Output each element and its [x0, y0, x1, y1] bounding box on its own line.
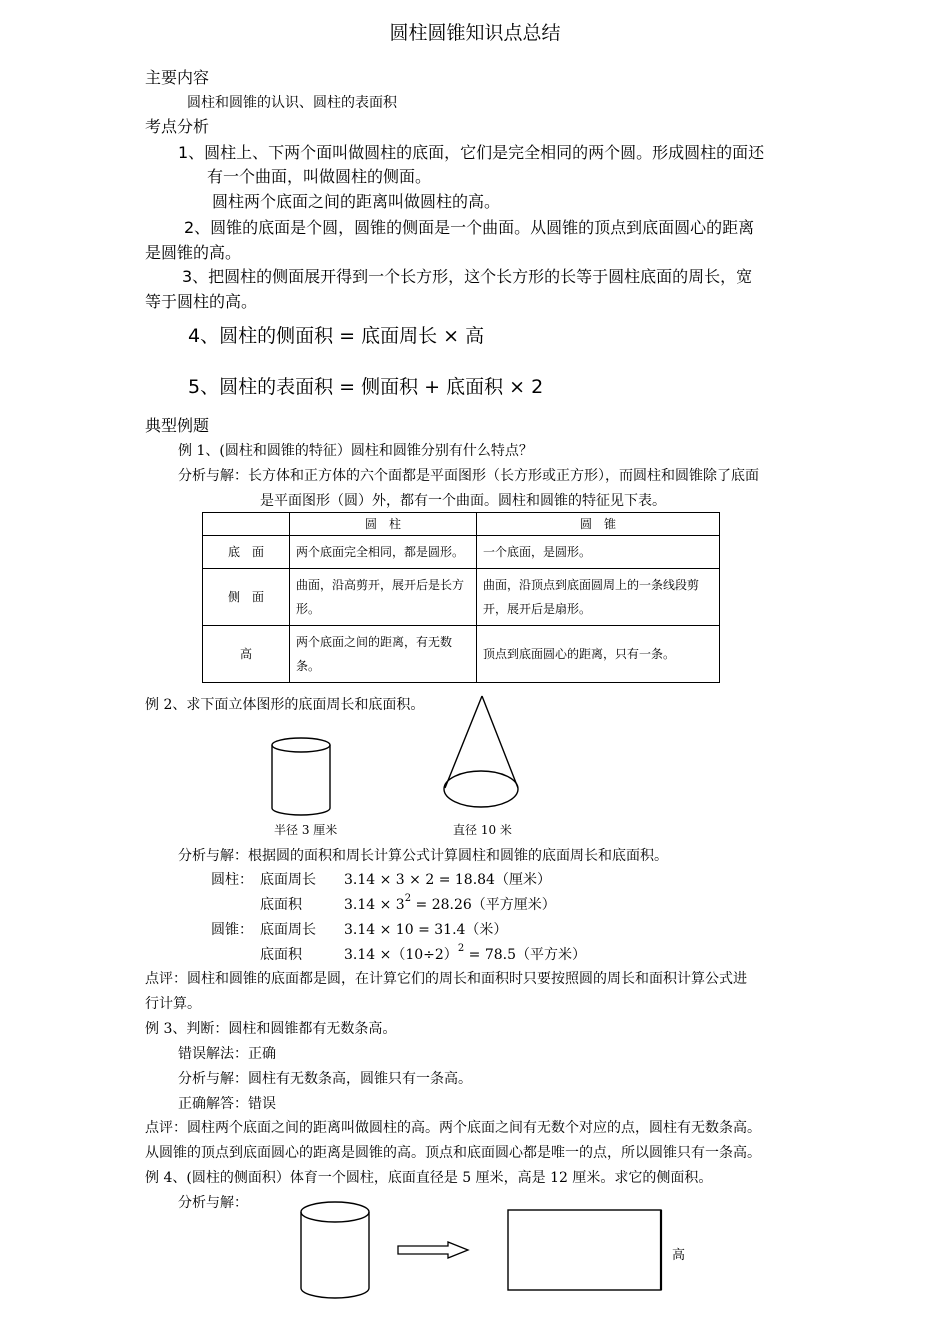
table-cell: 曲面，沿顶点到底面圆周上的一条线段剪开，展开后是扇形。: [477, 569, 720, 626]
table-row-label: 底 面: [203, 536, 290, 569]
table-row: [203, 626, 720, 683]
main-content-text: 圆柱和圆锥的认识、圆柱的表面积: [187, 95, 397, 111]
example-2-comment-line-1: 点评：圆柱和圆锥的底面都是圆，在计算它们的周长和面积时只要按照圆的周长和面积计算公式进: [145, 971, 747, 987]
calc-part: 3.14 ×（10÷2）: [344, 947, 458, 963]
cone-perimeter-calc: 3.14 × 10 = 31.4（米）: [344, 922, 508, 938]
table-cell: 一个底面，是圆形。: [477, 536, 720, 569]
calc-part: 3.14 × 3: [344, 897, 405, 913]
cone-area-calc: [344, 944, 586, 964]
table-cell: 曲面，沿高剪开，展开后是长方形。: [290, 569, 477, 626]
cylinder-perimeter-calc: 3.14 × 3 × 2 = 18.84（厘米）: [344, 872, 551, 888]
table-row-label: 高: [203, 626, 290, 683]
main-content-heading: 主要内容: [145, 68, 210, 87]
cylinder-caption: 半径 3 厘米: [274, 823, 338, 837]
cylinder-label: 圆柱：: [211, 872, 253, 888]
formula-lateral-area: 4、圆柱的侧面积 = 底面周长 × 高: [188, 325, 485, 347]
cone-caption: 直径 10 米: [453, 823, 512, 837]
table-cell: 顶点到底面圆心的距离，只有一条。: [477, 626, 720, 683]
table-header-row: [203, 513, 720, 536]
table-row-label: 侧 面: [203, 569, 290, 626]
calc-part: = 78.5（平方米）: [464, 947, 586, 963]
point-2-line-1: 2、圆锥的底面是个圆，圆锥的侧面是一个曲面。从圆锥的顶点到底面圆心的距离: [184, 218, 755, 237]
example-3-comment-line-2: 从圆锥的顶点到底面圆心的距离是圆锥的高。顶点和底面圆心都是唯一的点，所以圆锥只有一条高。: [145, 1145, 761, 1161]
table-header-cell: 圆 锥: [477, 513, 720, 536]
example-1-analysis-line-2: 是平面图形（圆）外，都有一个曲面。圆柱和圆锥的特征见下表。: [260, 493, 666, 509]
cone-perimeter-label: 底面周长: [260, 922, 316, 938]
example-1-analysis-line-1: 分析与解：长方体和正方体的六个面都是平面图形（长方形或正方形），而圆柱和圆锥除了底面: [178, 468, 759, 484]
point-1-line-3: 圆柱两个底面之间的距离叫做圆柱的高。: [212, 192, 501, 211]
unrolled-rectangle: [507, 1209, 665, 1293]
exponent: 2: [457, 943, 465, 954]
table-header-cell: [203, 513, 290, 536]
table-row: [203, 569, 720, 626]
point-3-line-1: 3、把圆柱的侧面展开得到一个长方形，这个长方形的长等于圆柱底面的周长，宽: [182, 267, 753, 286]
cone-area-label: 底面积: [260, 947, 302, 963]
rectangle-height-label: 高: [672, 1248, 686, 1263]
table-cell: 两个底面之间的距离，有无数条。: [290, 626, 477, 683]
analysis-heading: 考点分析: [145, 117, 210, 136]
example-4-cylinder-figure: [295, 1196, 380, 1308]
cylinder-area-label: 底面积: [260, 897, 302, 913]
examples-heading: 典型例题: [145, 416, 210, 435]
cylinder-figure: [265, 735, 340, 820]
example-3-analysis: 分析与解：圆柱有无数条高，圆锥只有一条高。: [178, 1071, 472, 1087]
example-1-question: 例 1、(圆柱和圆锥的特征）圆柱和圆锥分别有什么特点？: [178, 443, 533, 459]
exponent: 2: [404, 893, 412, 904]
example-2-analysis: 分析与解：根据圆的面积和周长计算公式计算圆柱和圆锥的底面周长和底面积。: [178, 848, 668, 864]
example-3-correct: 正确解答：错误: [178, 1096, 276, 1112]
example-2-comment-line-2: 行计算。: [145, 996, 201, 1012]
example-4-question: 例 4、(圆柱的侧面积）体育一个圆柱，底面直径是 5 厘米，高是 12 厘米。求它的侧面积。: [145, 1170, 713, 1186]
point-2-line-2: 是圆锥的高。: [145, 243, 242, 262]
table-cell: 两个底面完全相同，都是圆形。: [290, 536, 477, 569]
comparison-table: [202, 512, 720, 683]
cylinder-perimeter-label: 底面周长: [260, 872, 316, 888]
example-3-wrong: 错误解法：正确: [178, 1046, 276, 1062]
point-3-line-2: 等于圆柱的高。: [145, 292, 258, 311]
example-3-comment-line-1: 点评：圆柱两个底面之间的距离叫做圆柱的高。两个底面之间有无数个对应的点，圆柱有无数条高。: [145, 1120, 761, 1136]
example-3-question: 例 3、判断：圆柱和圆锥都有无数条高。: [145, 1021, 397, 1037]
formula-surface-area: 5、圆柱的表面积 = 侧面积 + 底面积 × 2: [188, 376, 544, 398]
example-4-analysis: 分析与解：: [178, 1195, 248, 1211]
calc-part: = 28.26（平方厘米）: [411, 897, 556, 913]
table-header-cell: 圆 柱: [290, 513, 477, 536]
cylinder-area-calc: [344, 894, 556, 914]
cone-figure: [438, 692, 526, 814]
page-title: 圆柱圆锥知识点总结: [389, 22, 561, 44]
cone-label: 圆锥：: [211, 922, 253, 938]
arrow-right-icon: [396, 1240, 472, 1260]
point-1-line-2: 有一个曲面，叫做圆柱的侧面。: [207, 167, 432, 186]
table-row: [203, 536, 720, 569]
example-2-question: 例 2、求下面立体图形的底面周长和底面积。: [145, 697, 425, 713]
point-1-line-1: 1、圆柱上、下两个面叫做圆柱的底面，它们是完全相同的两个圆。形成圆柱的面还: [178, 143, 765, 162]
